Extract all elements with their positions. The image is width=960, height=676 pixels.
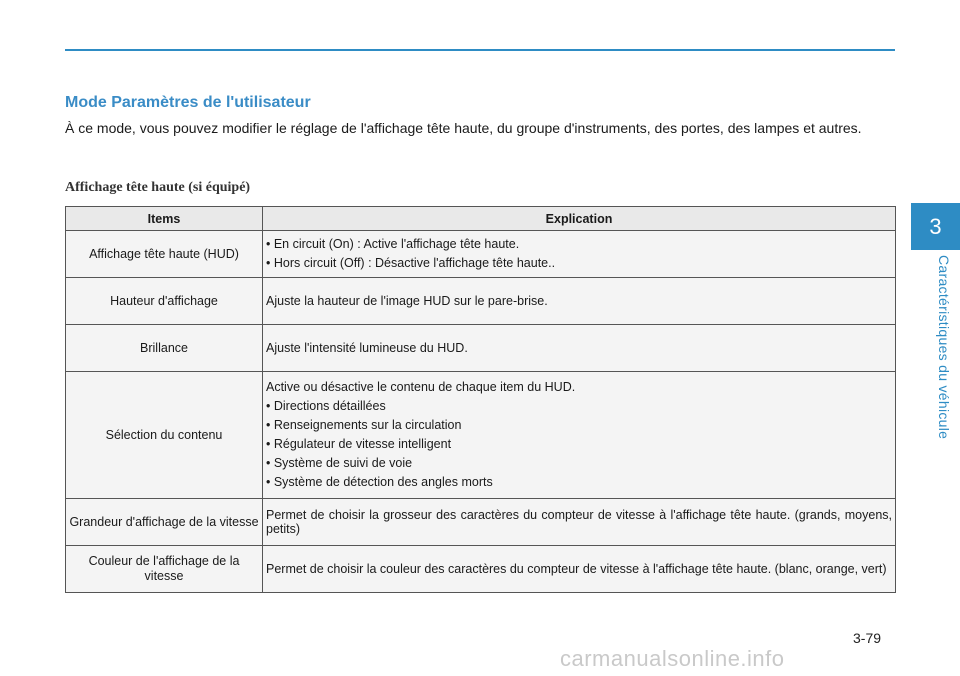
explanation-line: • Régulateur de vitesse intelligent [266, 437, 452, 451]
explanation-paragraph: Permet de choisir la grosseur des caractères du compteur de vitesse à l'affichage tête haute. (grands, moyens, petits) [266, 508, 892, 536]
item-cell: Hauteur d'affichage [66, 278, 263, 325]
explanation-line: • Directions détaillées [266, 399, 386, 413]
item-cell: Couleur de l'affichage de la vitesse [66, 546, 263, 593]
table-header-row [66, 207, 896, 231]
explanation-line: Active ou désactive le contenu de chaque item du HUD. [266, 380, 576, 394]
explanation-cell [263, 325, 896, 372]
table-row [66, 325, 896, 372]
chapter-tab [911, 203, 960, 250]
explanation-cell [263, 499, 896, 546]
top-rule [65, 49, 895, 51]
explanation-paragraph: Permet de choisir la couleur des caractères du compteur de vitesse à l'affichage tête haute. (blanc, orange, vert) [266, 562, 887, 576]
explanation-line: Ajuste l'intensité lumineuse du HUD. [266, 340, 468, 355]
item-cell: Affichage tête haute (HUD) [66, 231, 263, 278]
table-row [66, 499, 896, 546]
explanation-cell [263, 372, 896, 499]
table-row [66, 231, 896, 278]
intro-paragraph: À ce mode, vous pouvez modifier le réglage de l'affichage tête haute, du groupe d'instruments, des portes, des lampes et autres. [65, 120, 862, 136]
header-items: Items [66, 207, 263, 231]
item-cell: Sélection du contenu [66, 372, 263, 499]
explanation-line: • Renseignements sur la circulation [266, 418, 462, 432]
subtitle: Affichage tête haute (si équipé) [65, 180, 251, 195]
explanation-line: Ajuste la hauteur de l'image HUD sur le pare-brise. [266, 293, 548, 308]
explanation-line: • Hors circuit (Off) : Désactive l'affichage tête haute.. [266, 256, 556, 270]
table-row [66, 546, 896, 593]
explanation-cell [263, 231, 896, 278]
watermark: carmanualsonline.info [560, 646, 785, 671]
explanation-cell [263, 546, 896, 593]
section-title: Mode Paramètres de l'utilisateur [65, 94, 311, 111]
header-explication: Explication [263, 207, 896, 231]
chapter-label: Caractéristiques du véhicule [936, 255, 952, 440]
settings-table [65, 206, 896, 593]
explanation-line: • Système de suivi de voie [266, 456, 413, 470]
item-cell: Grandeur d'affichage de la vitesse [66, 499, 263, 546]
chapter-number: 3 [929, 213, 942, 239]
page-number: 3-79 [853, 630, 882, 646]
item-cell: Brillance [66, 325, 263, 372]
explanation-cell [263, 278, 896, 325]
table-row [66, 372, 896, 499]
explanation-line: • En circuit (On) : Active l'affichage tête haute. [266, 237, 520, 251]
explanation-line: • Système de détection des angles morts [266, 475, 493, 489]
table-row [66, 278, 896, 325]
